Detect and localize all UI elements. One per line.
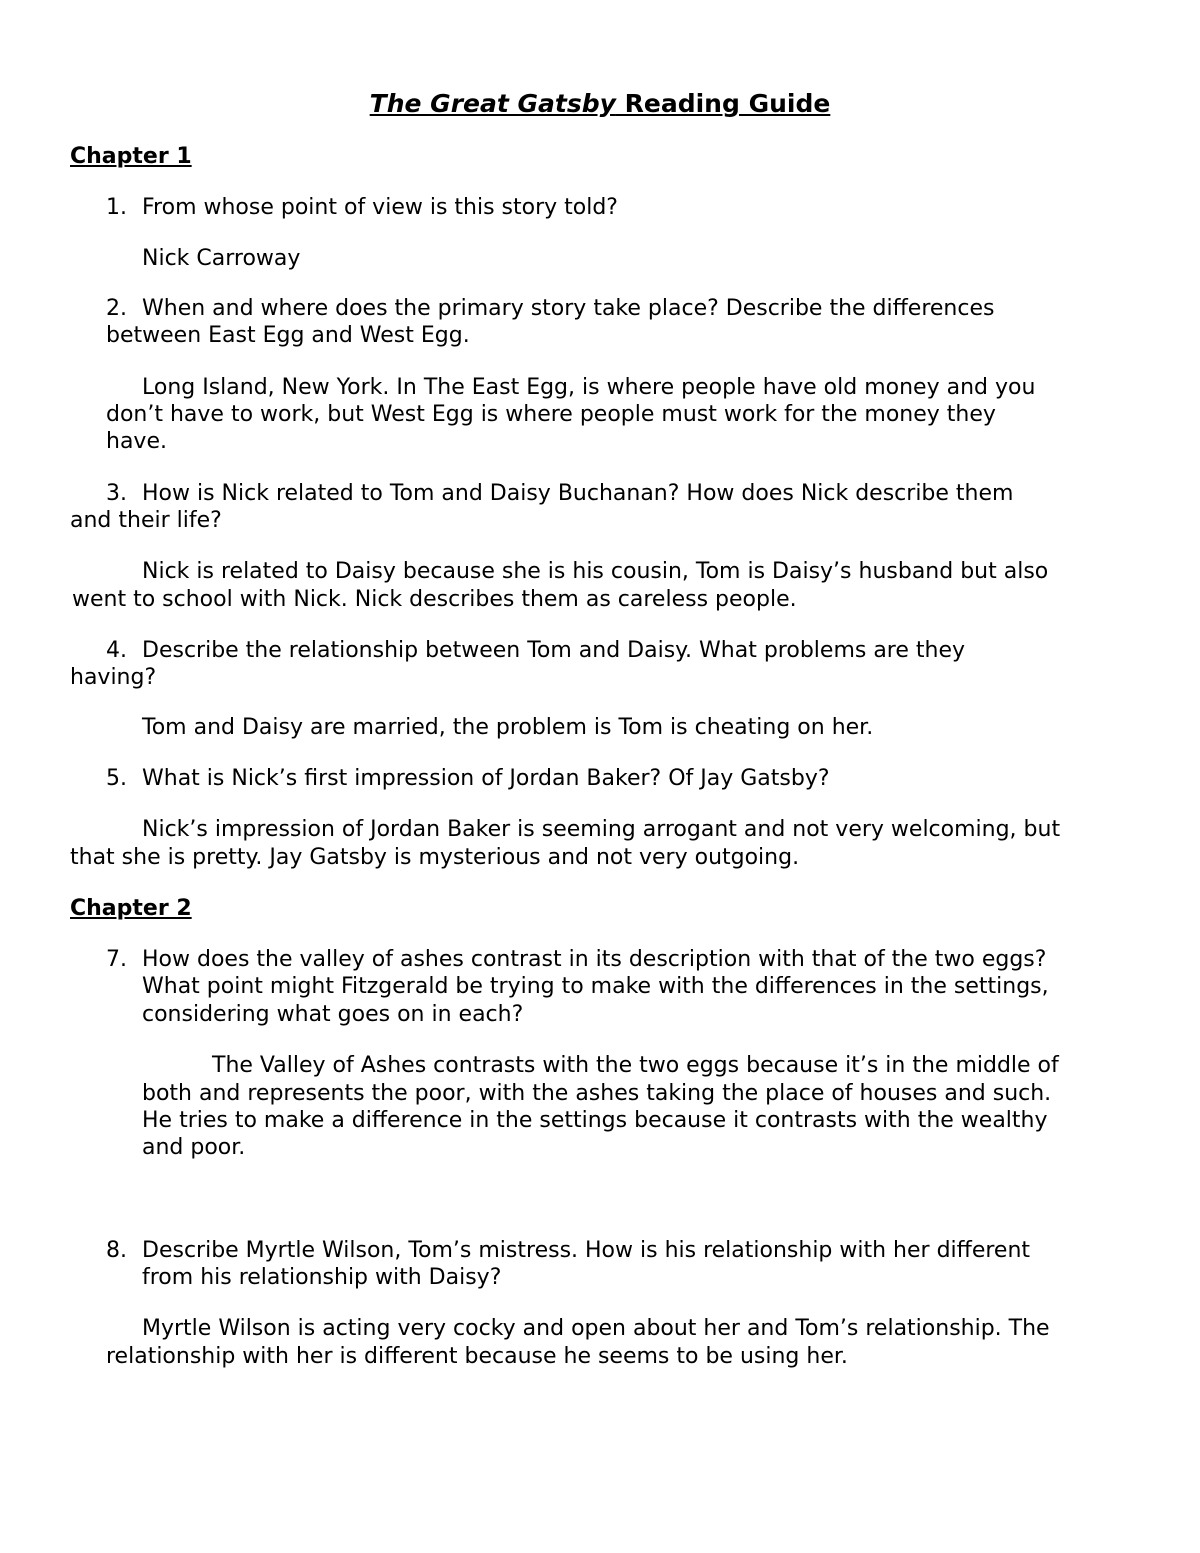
question-text: How is Nick related to Tom and Daisy Buchanan? How does Nick describe them	[142, 481, 1014, 506]
question-3-line-2: and their life?	[70, 508, 222, 533]
answer-1: Nick Carroway	[142, 246, 301, 271]
answer-3-line-1: Nick is related to Daisy because she is his cousin, Tom is Daisy’s husband but also	[142, 559, 1049, 584]
question-number: 7.	[106, 947, 127, 972]
question-number: 2.	[106, 296, 127, 321]
question-7	[106, 946, 1046, 973]
page-title	[0, 89, 1200, 119]
answer-5-line-2: that she is pretty. Jay Gatsby is mysterious and not very outgoing.	[70, 845, 800, 870]
question-2-line-2: between East Egg and West Egg.	[106, 323, 470, 348]
question-5	[106, 765, 830, 792]
title-suffix: Reading Guide	[615, 89, 831, 118]
question-text: From whose point of view is this story told?	[142, 195, 618, 220]
answer-7-line-2: both and represents the poor, with the ashes taking the place of houses and such.	[142, 1081, 1052, 1106]
question-7-line-2: What point might Fitzgerald be trying to make with the differences in the settings,	[142, 974, 1049, 999]
answer-8-line-2: relationship with her is different because he seems to be using her.	[106, 1344, 848, 1369]
question-text: Describe Myrtle Wilson, Tom’s mistress. How is his relationship with her different	[142, 1238, 1031, 1263]
question-number: 8.	[106, 1238, 127, 1263]
answer-4: Tom and Daisy are married, the problem is Tom is cheating on her.	[142, 715, 874, 740]
question-text: What is Nick’s first impression of Jordan Baker? Of Jay Gatsby?	[142, 766, 830, 791]
question-number: 1.	[106, 195, 127, 220]
question-3	[106, 480, 1013, 507]
answer-2-line-1: Long Island, New York. In The East Egg, is where people have old money and you	[142, 375, 1036, 400]
answer-2-line-2: don’t have to work, but West Egg is where people must work for the money they	[106, 402, 996, 427]
question-4-line-2: having?	[70, 665, 157, 690]
question-4	[106, 637, 965, 664]
question-text: Describe the relationship between Tom and Daisy. What problems are they	[142, 638, 966, 663]
question-7-line-3: considering what goes on in each?	[142, 1002, 524, 1027]
chapter-2-heading: Chapter 2	[70, 896, 192, 921]
answer-7-line-1: The Valley of Ashes contrasts with the two eggs because it’s in the middle of	[212, 1053, 1059, 1078]
answer-8-line-1: Myrtle Wilson is acting very cocky and open about her and Tom’s relationship. The	[142, 1316, 1050, 1341]
question-number: 4.	[106, 638, 127, 663]
question-text: When and where does the primary story take place? Describe the differences	[142, 296, 995, 321]
question-number: 5.	[106, 766, 127, 791]
question-8-line-2: from his relationship with Daisy?	[142, 1265, 502, 1290]
answer-5-line-1: Nick’s impression of Jordan Baker is seeming arrogant and not very welcoming, but	[142, 817, 1061, 842]
chapter-1-heading: Chapter 1	[70, 144, 192, 169]
question-2	[106, 295, 994, 322]
question-8	[106, 1237, 1030, 1264]
question-number: 3.	[106, 481, 127, 506]
answer-2-line-3: have.	[106, 429, 167, 454]
answer-3-line-2: went to school with Nick. Nick describes them as careless people.	[72, 587, 797, 612]
title-book-name: The Great Gatsby	[369, 89, 616, 118]
answer-7-line-4: and poor.	[142, 1135, 246, 1160]
answer-7-line-3: He tries to make a difference in the settings because it contrasts with the wealthy	[142, 1108, 1048, 1133]
question-text: How does the valley of ashes contrast in its description with that of the two eggs?	[142, 947, 1047, 972]
question-1	[106, 194, 618, 221]
